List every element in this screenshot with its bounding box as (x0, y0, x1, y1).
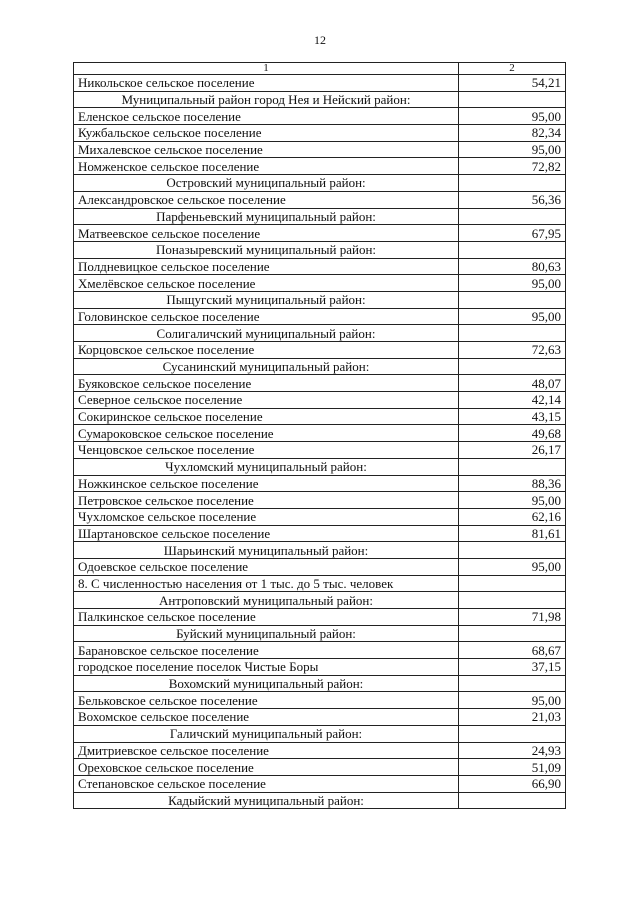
district-name: Муниципальный район город Нея и Нейский район: (74, 91, 459, 108)
settlement-table (73, 62, 566, 809)
settlement-value: 49,68 (459, 425, 566, 442)
settlement-value: 24,93 (459, 742, 566, 759)
settlement-value: 42,14 (459, 392, 566, 409)
settlement-row (74, 392, 566, 409)
settlement-name: Петровское сельское поселение (74, 492, 459, 509)
settlement-value: 67,95 (459, 225, 566, 242)
settlement-row (74, 642, 566, 659)
settlement-name: Степановское сельское поселение (74, 775, 459, 792)
settlement-row (74, 525, 566, 542)
settlement-value: 48,07 (459, 375, 566, 392)
settlement-value: 88,36 (459, 475, 566, 492)
table-header-row (74, 63, 566, 75)
district-row (74, 291, 566, 308)
settlement-name: Буяковское сельское поселение (74, 375, 459, 392)
district-row (74, 358, 566, 375)
settlement-row (74, 742, 566, 759)
settlement-value: 95,00 (459, 492, 566, 509)
settlement-name: Кужбальское сельское поселение (74, 125, 459, 142)
district-name: Вохомский муниципальный район: (74, 675, 459, 692)
settlement-value: 56,36 (459, 191, 566, 208)
settlement-row (74, 141, 566, 158)
settlement-name: Александровское сельское поселение (74, 191, 459, 208)
settlement-value (459, 792, 566, 809)
district-name: Галичский муниципальный район: (74, 725, 459, 742)
settlement-value (459, 725, 566, 742)
settlement-value: 72,82 (459, 158, 566, 175)
settlement-name: Никольское сельское поселение (74, 75, 459, 92)
settlement-name: Полдневицкое сельское поселение (74, 258, 459, 275)
district-row (74, 792, 566, 809)
settlement-value: 95,00 (459, 308, 566, 325)
settlement-row (74, 692, 566, 709)
settlement-value (459, 625, 566, 642)
district-name: Шарьинский муниципальный район: (74, 542, 459, 559)
settlement-value (459, 241, 566, 258)
district-row (74, 675, 566, 692)
settlement-name: Чухломское сельское поселение (74, 508, 459, 525)
district-name: Буйский муниципальный район: (74, 625, 459, 642)
settlement-row (74, 375, 566, 392)
district-name: Чухломский муниципальный район: (74, 458, 459, 475)
district-row (74, 325, 566, 342)
settlement-name: Северное сельское поселение (74, 392, 459, 409)
settlement-name: Ножкинское сельское поселение (74, 475, 459, 492)
table-body (74, 63, 566, 809)
settlement-row (74, 659, 566, 676)
district-name: Кадыйский муниципальный район: (74, 792, 459, 809)
settlement-value (459, 175, 566, 192)
settlement-name: Сумароковское сельское поселение (74, 425, 459, 442)
settlement-row (74, 191, 566, 208)
settlement-value: 71,98 (459, 609, 566, 626)
district-row (74, 625, 566, 642)
settlement-row (74, 442, 566, 459)
settlement-value (459, 575, 566, 592)
settlement-name: Головинское сельское поселение (74, 308, 459, 325)
category-title: 8. С численностью населения от 1 тыс. до 5 тыс. человек (74, 575, 459, 592)
settlement-value (459, 91, 566, 108)
settlement-name: Корцовское сельское поселение (74, 342, 459, 359)
district-name: Солигаличский муниципальный район: (74, 325, 459, 342)
district-row (74, 208, 566, 225)
settlement-value: 80,63 (459, 258, 566, 275)
settlement-row (74, 108, 566, 125)
settlement-value (459, 458, 566, 475)
settlement-row (74, 775, 566, 792)
settlement-name: Михалевское сельское поселение (74, 141, 459, 158)
settlement-value: 37,15 (459, 659, 566, 676)
district-row (74, 175, 566, 192)
settlement-name: Вохомское сельское поселение (74, 709, 459, 726)
settlement-name: Барановское сельское поселение (74, 642, 459, 659)
settlement-row (74, 258, 566, 275)
settlement-value (459, 291, 566, 308)
settlement-row (74, 475, 566, 492)
settlement-value: 51,09 (459, 759, 566, 776)
settlement-value: 62,16 (459, 508, 566, 525)
settlement-row (74, 759, 566, 776)
settlement-row (74, 508, 566, 525)
settlement-value: 95,00 (459, 275, 566, 292)
settlement-name: Шартановское сельское поселение (74, 525, 459, 542)
settlement-name: Хмелёвское сельское поселение (74, 275, 459, 292)
settlement-value (459, 542, 566, 559)
settlement-value: 54,21 (459, 75, 566, 92)
settlement-row (74, 225, 566, 242)
settlement-value (459, 592, 566, 609)
district-name: Парфеньевский муниципальный район: (74, 208, 459, 225)
settlement-row (74, 425, 566, 442)
settlement-value (459, 675, 566, 692)
district-row (74, 592, 566, 609)
column-header-1: 1 (74, 63, 459, 75)
settlement-value: 26,17 (459, 442, 566, 459)
settlement-value: 21,03 (459, 709, 566, 726)
settlement-name: Палкинское сельское поселение (74, 609, 459, 626)
page-number: 12 (314, 33, 326, 47)
settlement-value: 95,00 (459, 558, 566, 575)
settlement-name: Одоевское сельское поселение (74, 558, 459, 575)
district-name: Островский муниципальный район: (74, 175, 459, 192)
settlement-row (74, 308, 566, 325)
settlement-value (459, 325, 566, 342)
district-name: Сусанинский муниципальный район: (74, 358, 459, 375)
settlement-value: 66,90 (459, 775, 566, 792)
settlement-value: 72,63 (459, 342, 566, 359)
settlement-name: Сокиринское сельское поселение (74, 408, 459, 425)
settlement-name: городское поселение поселок Чистые Боры (74, 659, 459, 676)
settlement-value: 43,15 (459, 408, 566, 425)
settlement-row (74, 492, 566, 509)
settlement-row (74, 125, 566, 142)
district-row (74, 91, 566, 108)
settlement-row (74, 558, 566, 575)
settlement-name: Еленское сельское поселение (74, 108, 459, 125)
settlement-value (459, 358, 566, 375)
district-row (74, 458, 566, 475)
settlement-value: 95,00 (459, 692, 566, 709)
settlement-row (74, 709, 566, 726)
settlement-row (74, 408, 566, 425)
settlement-name: Ореховское сельское поселение (74, 759, 459, 776)
settlement-name: Номженское сельское поселение (74, 158, 459, 175)
settlement-value: 68,67 (459, 642, 566, 659)
settlement-row (74, 75, 566, 92)
settlement-name: Матвеевское сельское поселение (74, 225, 459, 242)
settlement-row (74, 609, 566, 626)
district-name: Поназыревский муниципальный район: (74, 241, 459, 258)
settlement-name: Бельковское сельское поселение (74, 692, 459, 709)
settlement-row (74, 342, 566, 359)
settlement-value: 81,61 (459, 525, 566, 542)
district-name: Пыщугский муниципальный район: (74, 291, 459, 308)
settlement-name: Ченцовское сельское поселение (74, 442, 459, 459)
settlement-value: 95,00 (459, 141, 566, 158)
settlement-name: Дмитриевское сельское поселение (74, 742, 459, 759)
settlement-row (74, 275, 566, 292)
settlement-row (74, 158, 566, 175)
district-row (74, 725, 566, 742)
settlement-value: 82,34 (459, 125, 566, 142)
settlement-value: 95,00 (459, 108, 566, 125)
category-row (74, 575, 566, 592)
settlement-value (459, 208, 566, 225)
column-header-2: 2 (459, 63, 566, 75)
district-row (74, 542, 566, 559)
district-row (74, 241, 566, 258)
district-name: Антроповский муниципальный район: (74, 592, 459, 609)
